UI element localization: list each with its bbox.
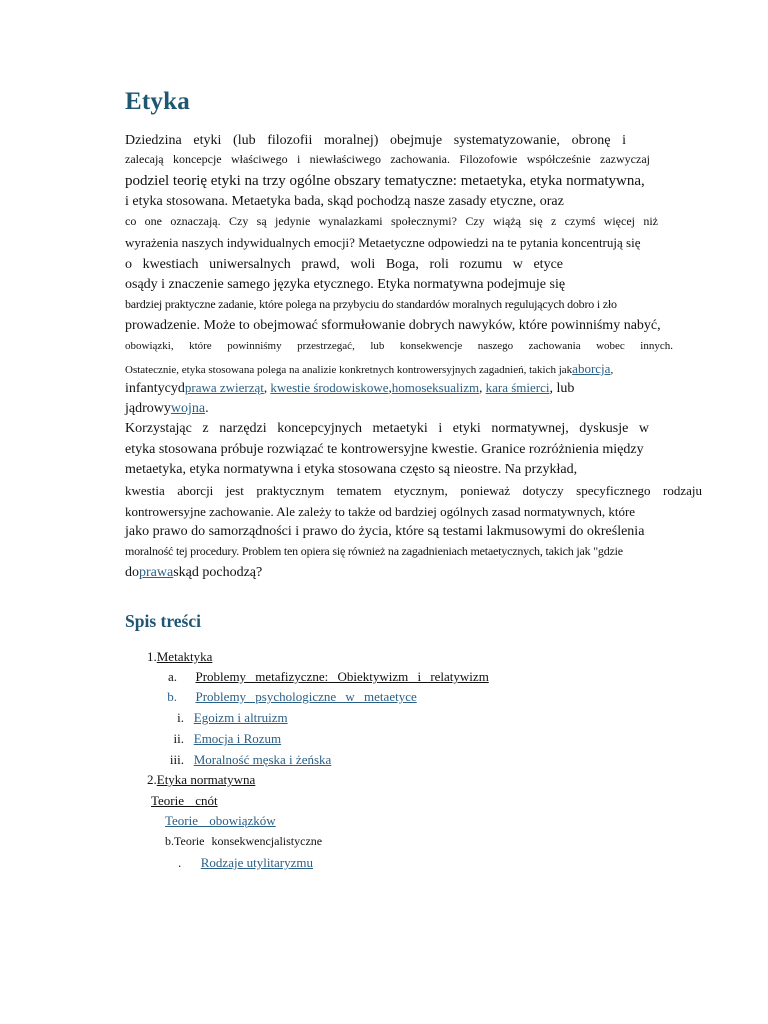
document-title: Etyka xyxy=(125,88,190,115)
toc-number: 2. xyxy=(147,772,157,787)
toc-label: Metaktyka xyxy=(156,649,213,664)
text-line: osądy i znaczenie samego języka etycznego. Etyka normatywna podejmuje się xyxy=(125,277,566,292)
toc-item-1b-ii[interactable] xyxy=(160,732,281,745)
text-segment: , xyxy=(263,380,271,395)
text-line: Dziedzina etyki (lub filozofii moralnej) obejmuje systematyzowanie, obronę i xyxy=(125,133,626,148)
text-line: kwestia aborcji jest praktycznym tematem etycznym, ponieważ dotyczy specyficznego rodzaju xyxy=(125,483,702,498)
toc-heading: Spis treści xyxy=(125,611,201,631)
toc-number: a. xyxy=(167,669,177,684)
link-aborcja[interactable]: aborcja xyxy=(572,361,611,376)
text-line xyxy=(125,381,574,396)
text-line: etyka stosowana próbuje rozwiązać te kontrowersyjne kwestie. Granice rozróżnienia między xyxy=(125,442,644,457)
toc-number: 1. xyxy=(147,649,157,664)
link-prawa[interactable]: prawa xyxy=(139,565,174,580)
link-wojna[interactable]: wojna xyxy=(170,401,206,416)
text-line: obowiązki, które powinniśmy przestrzegać, lub konsekwencje naszego zachowania wobec innych. xyxy=(125,340,673,352)
toc-item-1b[interactable] xyxy=(163,690,417,703)
toc-label: Moralność męska i żeńska xyxy=(193,752,332,767)
text-line: bardziej praktyczne zadanie, które polega na przybyciu do standardów moralnych regulujących dobro i zło xyxy=(125,297,617,311)
text-line: o kwestiach uniwersalnych prawd, woli Boga, roli rozumu w etyce xyxy=(125,257,563,272)
text-segment: , lub xyxy=(549,381,575,396)
toc-label: Teorie cnót xyxy=(151,793,218,808)
text-segment: do xyxy=(125,565,139,580)
toc-label: Teorie konsekwencjalistyczne xyxy=(174,834,323,848)
toc-item-2[interactable] xyxy=(147,773,255,786)
toc-item-1a[interactable] xyxy=(163,670,489,683)
text-line: wyrażenia naszych indywidualnych emocji? Metaetyczne odpowiedzi na te pytania koncentrują się xyxy=(125,235,641,250)
toc-label: Problemy psychologiczne w metaetyce xyxy=(195,689,417,704)
text-line: Korzystając z narzędzi koncepcyjnych metaetyki i etyki normatywnej, dyskusje w xyxy=(125,421,649,436)
text-segment: Ostatecznie, etyka stosowana polega na analizie konkretnych kontrowersyjnych zagadnień, takich jak xyxy=(125,364,573,376)
text-line: podziel teorię etyki na trzy ogólne obszary tematyczne: metaetyka, etyka normatywna, xyxy=(125,173,645,189)
toc-label: Problemy metafizyczne: Obiektywizm i relatywizm xyxy=(195,669,489,684)
toc-label: Teorie obowiązków xyxy=(165,813,276,828)
toc-item-2b[interactable] xyxy=(165,814,276,827)
link-kwestie-srodowiskowe[interactable]: kwestie środowiskowe xyxy=(270,380,389,395)
text-segment: skąd pochodzą? xyxy=(173,565,263,580)
toc-label: Egoizm i altruizm xyxy=(193,710,288,725)
link-kara-smierci[interactable]: kara śmierci xyxy=(485,380,550,395)
text-line: co one oznaczają. Czy są jedynie wynalazkami społecznymi? Czy wiążą się z czymś więcej niż xyxy=(125,214,658,228)
toc-item-2a[interactable] xyxy=(151,794,218,807)
toc-number: i. xyxy=(177,710,184,725)
text-line xyxy=(125,566,262,580)
text-segment: infantycyd xyxy=(125,381,185,396)
text-segment: jądrowy xyxy=(125,401,171,416)
toc-label: Emocja i Rozum xyxy=(193,731,282,746)
text-line: jako prawo do samorządności i prawo do życia, które są testami lakmusowymi do określenia xyxy=(125,524,645,539)
toc-item-2c[interactable] xyxy=(165,835,322,847)
text-segment: , xyxy=(610,364,614,376)
toc-number: b. xyxy=(167,689,177,704)
text-line: zalecają koncepcje właściwego i niewłaściwego zachowania. Filozofowie współcześnie zazwyczaj xyxy=(125,152,650,166)
toc-number: . xyxy=(178,855,182,870)
text-line: prowadzenie. Może to obejmować sformułowanie dobrych nawyków, które powinniśmy nabyć, xyxy=(125,318,661,333)
text-line: i etyka stosowana. Metaetyka bada, skąd pochodzą nasze zasady etyczne, oraz xyxy=(125,194,564,209)
text-line: kontrowersyjne zachowanie. Ale zależy to także od bardziej ogólnych zasad normatywnych, które xyxy=(125,504,636,519)
link-homoseksualizm[interactable]: homoseksualizm xyxy=(391,380,480,395)
toc-label: Rodzaje utylitaryzmu xyxy=(200,855,314,870)
toc-item-2c-i[interactable] xyxy=(178,856,313,869)
text-line: metaetyka, etyka normatywna i etyka stosowana często są nieostre. Na przykład, xyxy=(125,462,578,477)
text-line: moralność tej procedury. Problem ten opiera się również na zagadnieniach metaetycznych, takich jak "gdzie xyxy=(125,544,623,558)
toc-number: b. xyxy=(165,834,174,848)
toc-item-1[interactable] xyxy=(147,650,212,663)
text-segment: , xyxy=(479,380,486,395)
toc-label: Etyka normatywna xyxy=(156,772,256,787)
toc-item-1b-i[interactable] xyxy=(160,711,288,724)
link-prawa-zwierzat[interactable]: prawa zwierząt xyxy=(184,380,264,395)
toc-item-1b-iii[interactable] xyxy=(160,753,331,766)
text-line xyxy=(125,362,613,376)
toc-number: ii. xyxy=(173,731,184,746)
text-line xyxy=(125,402,209,416)
text-segment: , xyxy=(388,380,392,395)
toc-number: iii. xyxy=(169,752,184,767)
text-segment: . xyxy=(205,401,209,416)
